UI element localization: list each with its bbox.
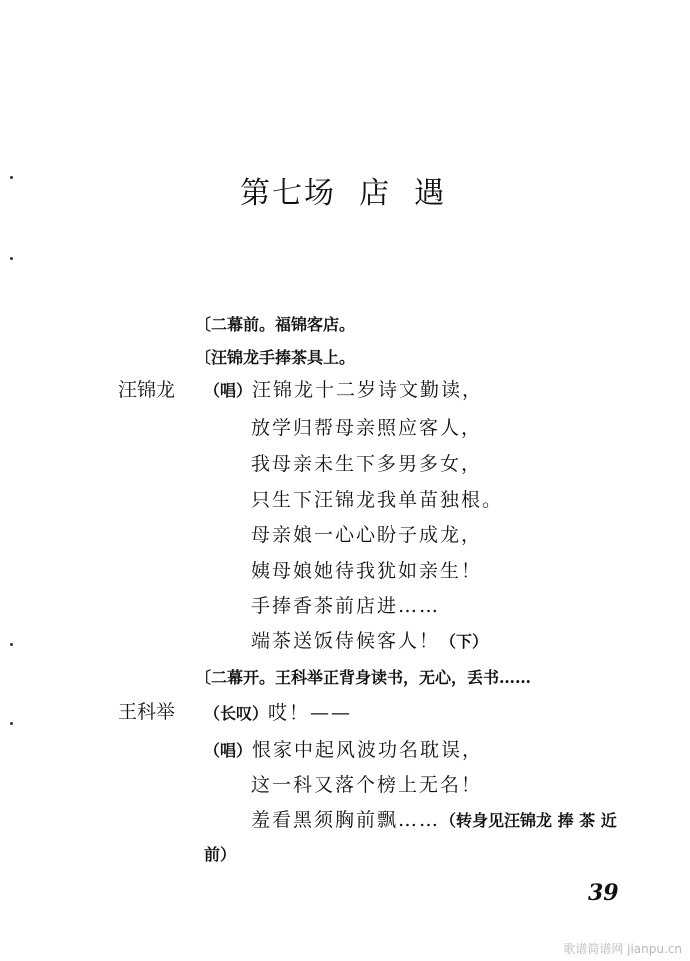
verse-line: 放学归帮母亲照应客人， <box>251 417 483 439</box>
exit-tag: （下） <box>440 632 489 651</box>
verse-line <box>204 735 483 762</box>
verse-line: 母亲娘一心心盼子成龙， <box>251 524 483 546</box>
verse-text: 汪锦龙十二岁诗文勤读， <box>252 379 484 401</box>
speaker-name: 汪锦龙 <box>118 379 176 401</box>
verse-line <box>204 375 483 402</box>
sigh-tag: （长叹） <box>204 704 269 723</box>
verse-text: 端茶送饭侍候客人！ <box>251 630 441 652</box>
speaker-name: 王科举 <box>118 701 176 723</box>
verse-line: 姨母娘她待我犹如亲生！ <box>251 560 483 582</box>
verse-text: 羞看黑须胸前飘…… <box>251 809 441 831</box>
stage-direction: 前） <box>204 845 237 864</box>
scene-title: 第七场 店 遇 <box>240 176 447 211</box>
scan-speck <box>10 176 13 179</box>
stage-direction: 〔二幕开。王科举正背身读书，无心，丢书…… <box>195 668 532 687</box>
sing-tag: （唱） <box>204 381 253 400</box>
stage-direction-inline: （转身见汪锦龙 捧 茶 近 <box>440 811 617 830</box>
sing-tag: （唱） <box>204 741 253 760</box>
verse-line: 手捧香茶前店进…… <box>251 595 441 617</box>
verse-line: 只生下汪锦龙我单苗独根。 <box>251 489 504 511</box>
scan-speck <box>10 257 13 260</box>
watermark: 歌谱简谱网 jianpu.cn <box>563 942 682 956</box>
scan-speck <box>10 722 13 725</box>
verse-line <box>251 626 488 653</box>
verse-text: 哎！—— <box>268 702 353 724</box>
stage-direction: 〔二幕前。福锦客店。 <box>195 315 356 334</box>
verse-line: 我母亲未生下多男多女， <box>251 453 483 475</box>
page-number: 39 <box>588 880 619 906</box>
verse-text: 恨家中起风波功名耽误， <box>252 739 484 761</box>
verse-line: 这一科又落个榜上无名！ <box>251 774 483 796</box>
stage-direction: 〔汪锦龙手捧茶具上。 <box>195 348 356 367</box>
verse-line <box>204 698 352 725</box>
scan-speck <box>10 643 13 646</box>
verse-line <box>251 805 617 832</box>
